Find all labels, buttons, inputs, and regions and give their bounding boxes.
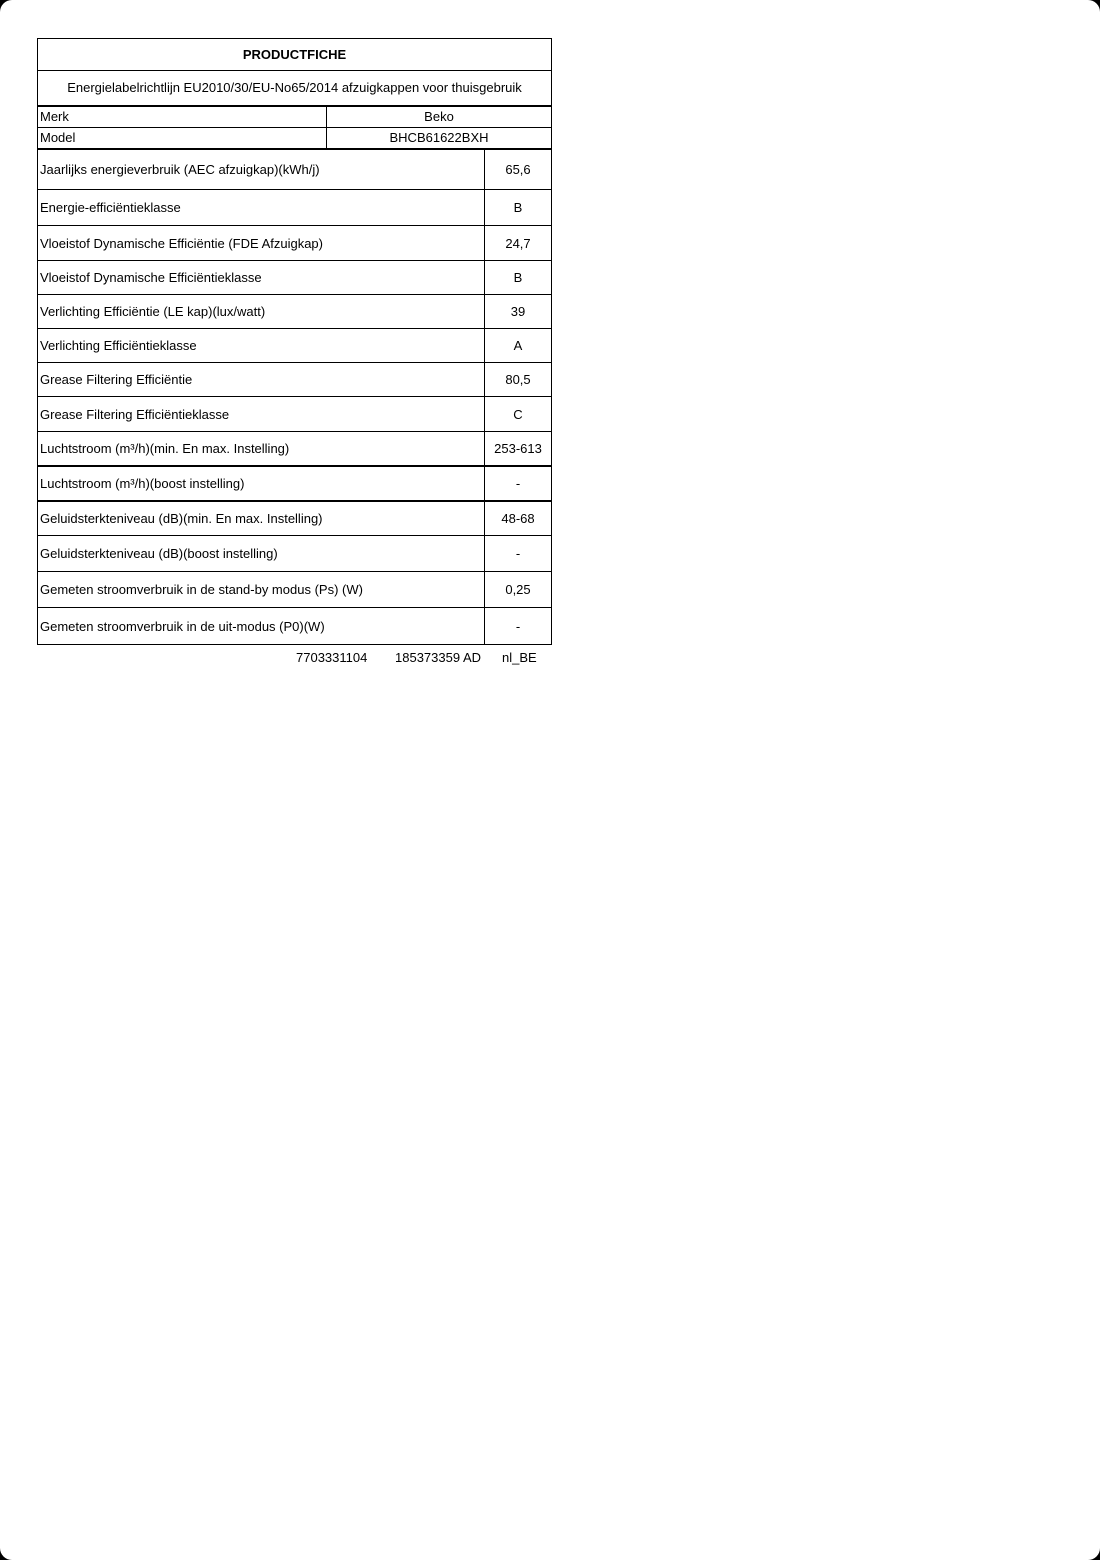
footer-code-1: 7703331104 (296, 650, 368, 665)
spec-value: 0,25 (505, 582, 531, 597)
spec-value: B (513, 200, 523, 215)
spec-row (38, 432, 551, 467)
footer-code-2: 185373359 AD (395, 650, 482, 665)
spec-label: Geluidsterkteniveau (dB)(min. En max. Instelling) (38, 502, 485, 535)
brand-label: Merk (38, 107, 327, 127)
spec-label: Vloeistof Dynamische Efficiëntieklasse (38, 261, 485, 294)
spec-row (38, 397, 551, 432)
spec-row (38, 363, 551, 397)
spec-row (38, 150, 551, 190)
spec-row (38, 261, 551, 295)
spec-row (38, 536, 551, 572)
spec-value: - (515, 546, 521, 561)
spec-row (38, 467, 551, 502)
spec-label: Geluidsterkteniveau (dB)(boost instelling) (38, 536, 485, 571)
spec-row (38, 295, 551, 329)
model-row (38, 128, 551, 150)
spec-label: Vloeistof Dynamische Efficiëntie (FDE Afzuigkap) (38, 226, 485, 260)
spec-value: 39 (510, 304, 526, 319)
spec-row (38, 329, 551, 363)
spec-row (38, 190, 551, 226)
spec-value: - (515, 476, 521, 491)
spec-label: Verlichting Efficiëntieklasse (38, 329, 485, 362)
document-footer (37, 650, 552, 666)
spec-value: B (513, 270, 523, 285)
sheet-title: PRODUCTFICHE (38, 39, 551, 71)
spec-label: Jaarlijks energieverbruik (AEC afzuigkap)(kWh/j) (38, 150, 485, 189)
spec-label: Verlichting Efficiëntie (LE kap)(lux/watt) (38, 295, 485, 328)
product-fiche-table (37, 38, 552, 645)
spec-value: 48-68 (501, 511, 535, 526)
footer-locale: nl_BE (502, 650, 537, 665)
spec-value: 80,5 (505, 372, 531, 387)
spec-label: Luchtstroom (m³/h)(min. En max. Instelling) (38, 432, 485, 465)
spec-value: 24,7 (505, 235, 531, 251)
spec-row (38, 502, 551, 536)
spec-label: Grease Filtering Efficiëntieklasse (38, 397, 485, 431)
spec-value: 65,6 (505, 162, 531, 177)
spec-label: Gemeten stroomverbruik in de uit-modus (P0)(W) (38, 608, 485, 644)
model-value: BHCB61622BXH (389, 130, 489, 145)
spec-value: - (515, 618, 521, 634)
spec-row (38, 226, 551, 261)
brand-row (38, 107, 551, 128)
spec-value: C (513, 406, 523, 422)
spec-label: Energie-efficiëntieklasse (38, 190, 485, 225)
spec-label: Grease Filtering Efficiëntie (38, 363, 485, 396)
spec-value: A (513, 338, 523, 353)
spec-row (38, 572, 551, 608)
brand-value: Beko (424, 109, 454, 124)
spec-value: 253-613 (494, 441, 542, 456)
spec-label: Gemeten stroomverbruik in de stand-by modus (Ps) (W) (38, 572, 485, 607)
spec-label: Luchtstroom (m³/h)(boost instelling) (38, 467, 485, 500)
model-label: Model (38, 128, 327, 148)
sheet-subtitle: Energielabelrichtlijn EU2010/30/EU-No65/2014 afzuigkappen voor thuisgebruik (38, 71, 551, 107)
spec-row (38, 608, 551, 645)
